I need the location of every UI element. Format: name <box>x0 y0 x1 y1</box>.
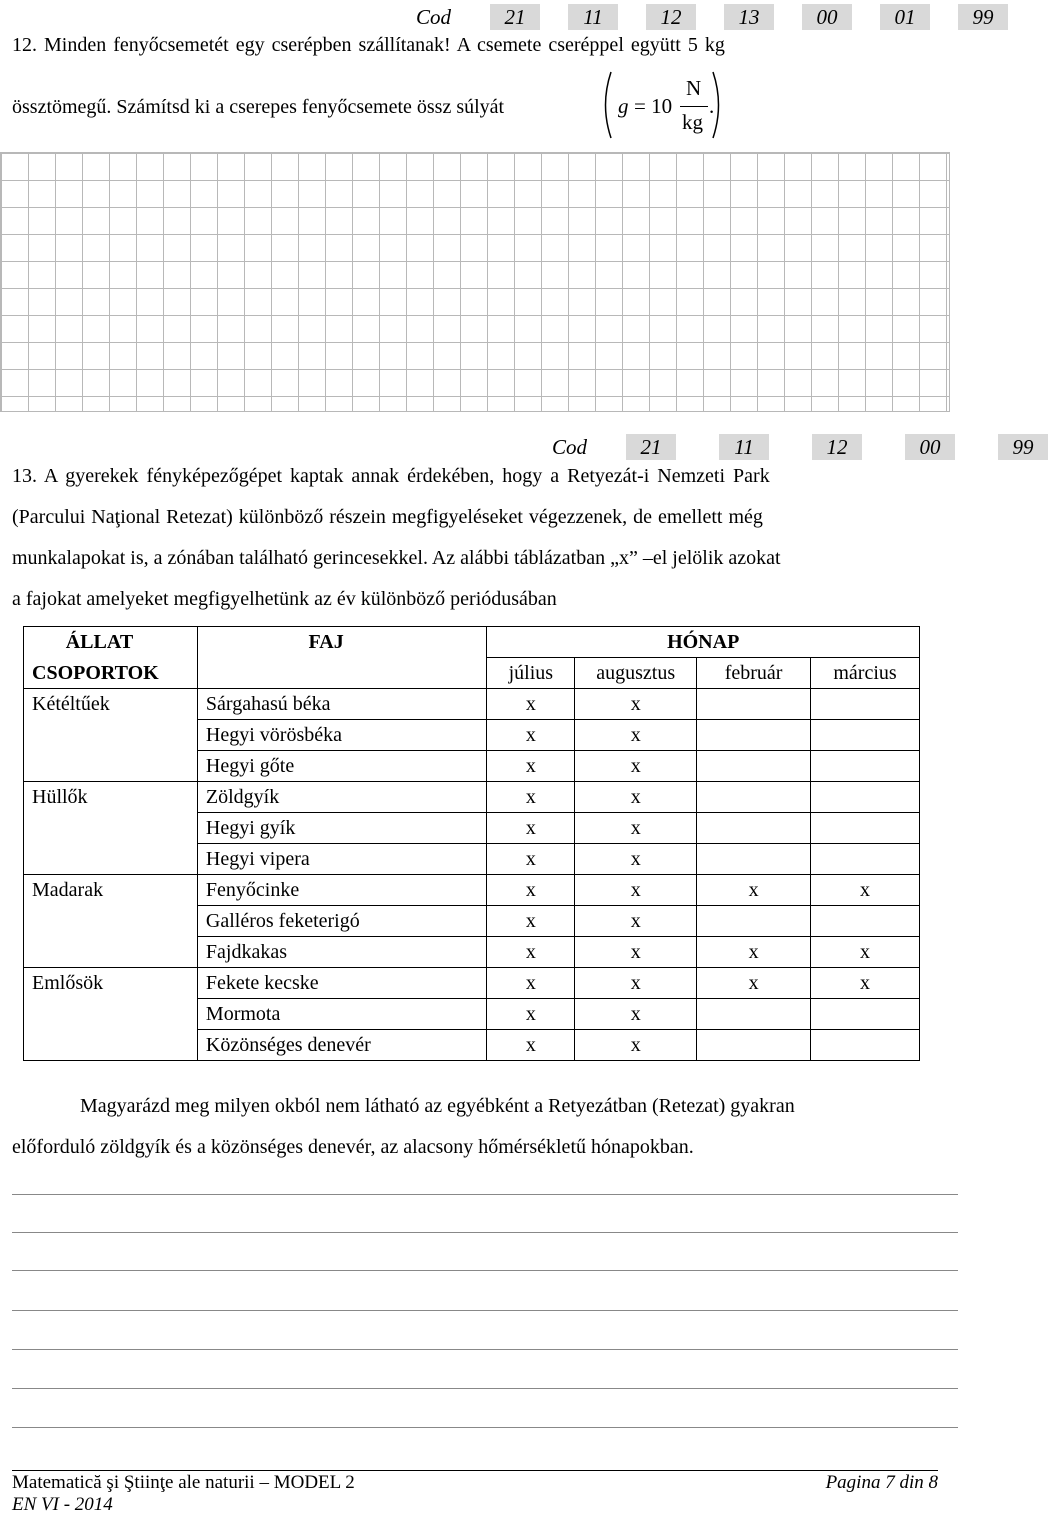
table-row <box>24 875 920 906</box>
table-row <box>24 999 920 1030</box>
month-mark-cell: x <box>811 968 920 999</box>
month-mark-cell: x <box>487 968 575 999</box>
month-mark-cell <box>811 999 920 1030</box>
month-header: március <box>811 658 920 689</box>
code-box: 12 <box>646 4 696 30</box>
species-cell: Hegyi gőte <box>197 751 486 782</box>
answer-line[interactable] <box>12 1349 958 1350</box>
q13-line-2: (Parcului Naţional Retezat) különböző részein megfigyeléseket végezzenek, de emellett még <box>12 506 763 528</box>
code-box: 11 <box>719 434 769 460</box>
table-row <box>24 689 920 720</box>
month-mark-cell: x <box>575 937 697 968</box>
footer-left: Matematică şi Ştiinţe ale naturii – MODEL 2 <box>12 1472 355 1493</box>
answer-line[interactable] <box>12 1194 958 1195</box>
group-cell: Emlősök <box>24 968 198 999</box>
month-mark-cell: x <box>697 968 811 999</box>
month-mark-cell <box>811 844 920 875</box>
species-cell: Hegyi gyík <box>197 813 486 844</box>
task-line-2: előforduló zöldgyík és a közönséges denevér, az alacsony hőmérsékletű hónapokban. <box>12 1136 694 1158</box>
footer-bottom: EN VI - 2014 <box>12 1494 113 1515</box>
table-row <box>24 720 920 751</box>
month-mark-cell: x <box>697 937 811 968</box>
month-mark-cell: x <box>575 968 697 999</box>
gravity-formula <box>598 70 728 140</box>
right-paren-icon <box>710 70 726 140</box>
month-mark-cell: x <box>487 844 575 875</box>
footer-rule <box>12 1470 938 1471</box>
header-group-2: CSOPORTOK <box>24 658 198 689</box>
month-mark-cell: x <box>575 844 697 875</box>
table-header-row <box>24 627 920 658</box>
month-mark-cell: x <box>811 937 920 968</box>
group-cell <box>24 720 198 751</box>
group-cell <box>24 844 198 875</box>
header-month: HÓNAP <box>487 627 920 658</box>
table-row <box>24 906 920 937</box>
month-mark-cell <box>811 689 920 720</box>
q13-line-1: 13. A gyerekek fényképezőgépet kaptak annak érdekében, hogy a Retyezát-i Nemzeti Park <box>12 465 770 487</box>
month-mark-cell: x <box>575 751 697 782</box>
month-mark-cell <box>697 782 811 813</box>
species-cell: Fenyőcinke <box>197 875 486 906</box>
group-cell <box>24 937 198 968</box>
formula-eq: = 10 <box>634 94 673 118</box>
work-grid[interactable] <box>0 152 950 412</box>
month-mark-cell <box>697 1030 811 1061</box>
group-cell <box>24 813 198 844</box>
code-box: 00 <box>802 4 852 30</box>
month-mark-cell: x <box>487 689 575 720</box>
table-row <box>24 937 920 968</box>
left-paren-icon <box>598 70 614 140</box>
month-mark-cell: x <box>487 813 575 844</box>
month-mark-cell: x <box>575 813 697 844</box>
month-mark-cell <box>697 720 811 751</box>
header-species-blank <box>197 658 486 689</box>
month-mark-cell: x <box>697 875 811 906</box>
month-mark-cell <box>697 689 811 720</box>
species-cell: Mormota <box>197 999 486 1030</box>
header-group: ÁLLAT <box>24 627 198 658</box>
table-row <box>24 751 920 782</box>
month-mark-cell <box>697 844 811 875</box>
q12-line-1: 12. Minden fenyőcsemetét egy cserépben szállítanak! A csemete cseréppel együtt 5 kg <box>12 34 725 56</box>
species-cell: Hegyi vörösbéka <box>197 720 486 751</box>
species-cell: Fekete kecske <box>197 968 486 999</box>
month-mark-cell: x <box>575 689 697 720</box>
month-mark-cell: x <box>487 1030 575 1061</box>
month-mark-cell <box>811 720 920 751</box>
table-subheader-row <box>24 658 920 689</box>
species-cell: Fajdkakas <box>197 937 486 968</box>
q13-code-bar <box>552 432 1056 462</box>
code-box: 99 <box>958 4 1008 30</box>
group-cell <box>24 999 198 1030</box>
q12-line-2: össztömegű. Számítsd ki a cserepes fenyőcsemete össz súlyát <box>12 96 505 118</box>
month-mark-cell <box>697 751 811 782</box>
month-mark-cell: x <box>487 937 575 968</box>
table-row <box>24 844 920 875</box>
formula-period: . <box>709 94 715 118</box>
code-box: 13 <box>724 4 774 30</box>
answer-line[interactable] <box>12 1388 958 1389</box>
code-box: 11 <box>568 4 618 30</box>
footer-right: Pagina 7 din 8 <box>825 1472 938 1493</box>
species-cell: Közönséges denevér <box>197 1030 486 1061</box>
answer-line[interactable] <box>12 1427 958 1428</box>
month-mark-cell <box>811 751 920 782</box>
month-header: február <box>697 658 811 689</box>
table-row <box>24 782 920 813</box>
answer-line[interactable] <box>12 1310 958 1311</box>
code-box: 21 <box>490 4 540 30</box>
month-mark-cell: x <box>575 906 697 937</box>
top-code-bar <box>416 2 1016 32</box>
month-mark-cell: x <box>575 782 697 813</box>
species-cell: Sárgahasú béka <box>197 689 486 720</box>
code-box: 00 <box>905 434 955 460</box>
month-mark-cell: x <box>811 875 920 906</box>
species-cell: Galléros feketerigó <box>197 906 486 937</box>
month-mark-cell <box>811 906 920 937</box>
month-header: augusztus <box>575 658 697 689</box>
code-label: Cod <box>416 4 452 29</box>
month-mark-cell <box>697 813 811 844</box>
answer-line[interactable] <box>12 1232 958 1233</box>
month-mark-cell: x <box>487 999 575 1030</box>
table-row <box>24 968 920 999</box>
month-mark-cell: x <box>487 906 575 937</box>
month-mark-cell: x <box>575 999 697 1030</box>
table-row <box>24 813 920 844</box>
formula-numerator: N <box>686 76 702 100</box>
month-mark-cell: x <box>487 782 575 813</box>
answer-line[interactable] <box>12 1270 958 1271</box>
code-label: Cod <box>552 434 588 459</box>
month-header: július <box>487 658 575 689</box>
q13-line-4: a fajokat amelyeket megfigyelhetünk az év különböző periódusában <box>12 588 557 610</box>
month-mark-cell: x <box>487 875 575 906</box>
group-cell: Kétéltűek <box>24 689 198 720</box>
month-mark-cell <box>811 1030 920 1061</box>
task-line-1: Magyarázd meg milyen okból nem látható az egyébként a Retyezátban (Retezat) gyakran <box>80 1095 795 1117</box>
month-mark-cell <box>811 782 920 813</box>
q13-line-3: munkalapokat is, a zónában található gerincesekkel. Az alábbi táblázatban „x” –el jelölik azokat <box>12 547 781 569</box>
month-mark-cell: x <box>575 1030 697 1061</box>
formula-denominator: kg <box>682 110 703 134</box>
group-cell: Hüllők <box>24 782 198 813</box>
month-mark-cell: x <box>575 720 697 751</box>
table-row <box>24 1030 920 1061</box>
group-cell <box>24 751 198 782</box>
code-box: 12 <box>812 434 862 460</box>
code-box: 99 <box>998 434 1048 460</box>
species-table <box>23 626 920 1061</box>
month-mark-cell <box>697 999 811 1030</box>
group-cell <box>24 1030 198 1061</box>
group-cell: Madarak <box>24 875 198 906</box>
month-mark-cell <box>811 813 920 844</box>
month-mark-cell: x <box>487 720 575 751</box>
formula-g: g <box>618 94 629 118</box>
group-cell <box>24 906 198 937</box>
fraction-bar <box>680 106 708 107</box>
code-box: 21 <box>626 434 676 460</box>
month-mark-cell: x <box>487 751 575 782</box>
species-cell: Hegyi vipera <box>197 844 486 875</box>
month-mark-cell: x <box>575 875 697 906</box>
species-cell: Zöldgyík <box>197 782 486 813</box>
code-box: 01 <box>880 4 930 30</box>
header-species: FAJ <box>197 627 486 658</box>
month-mark-cell <box>697 906 811 937</box>
